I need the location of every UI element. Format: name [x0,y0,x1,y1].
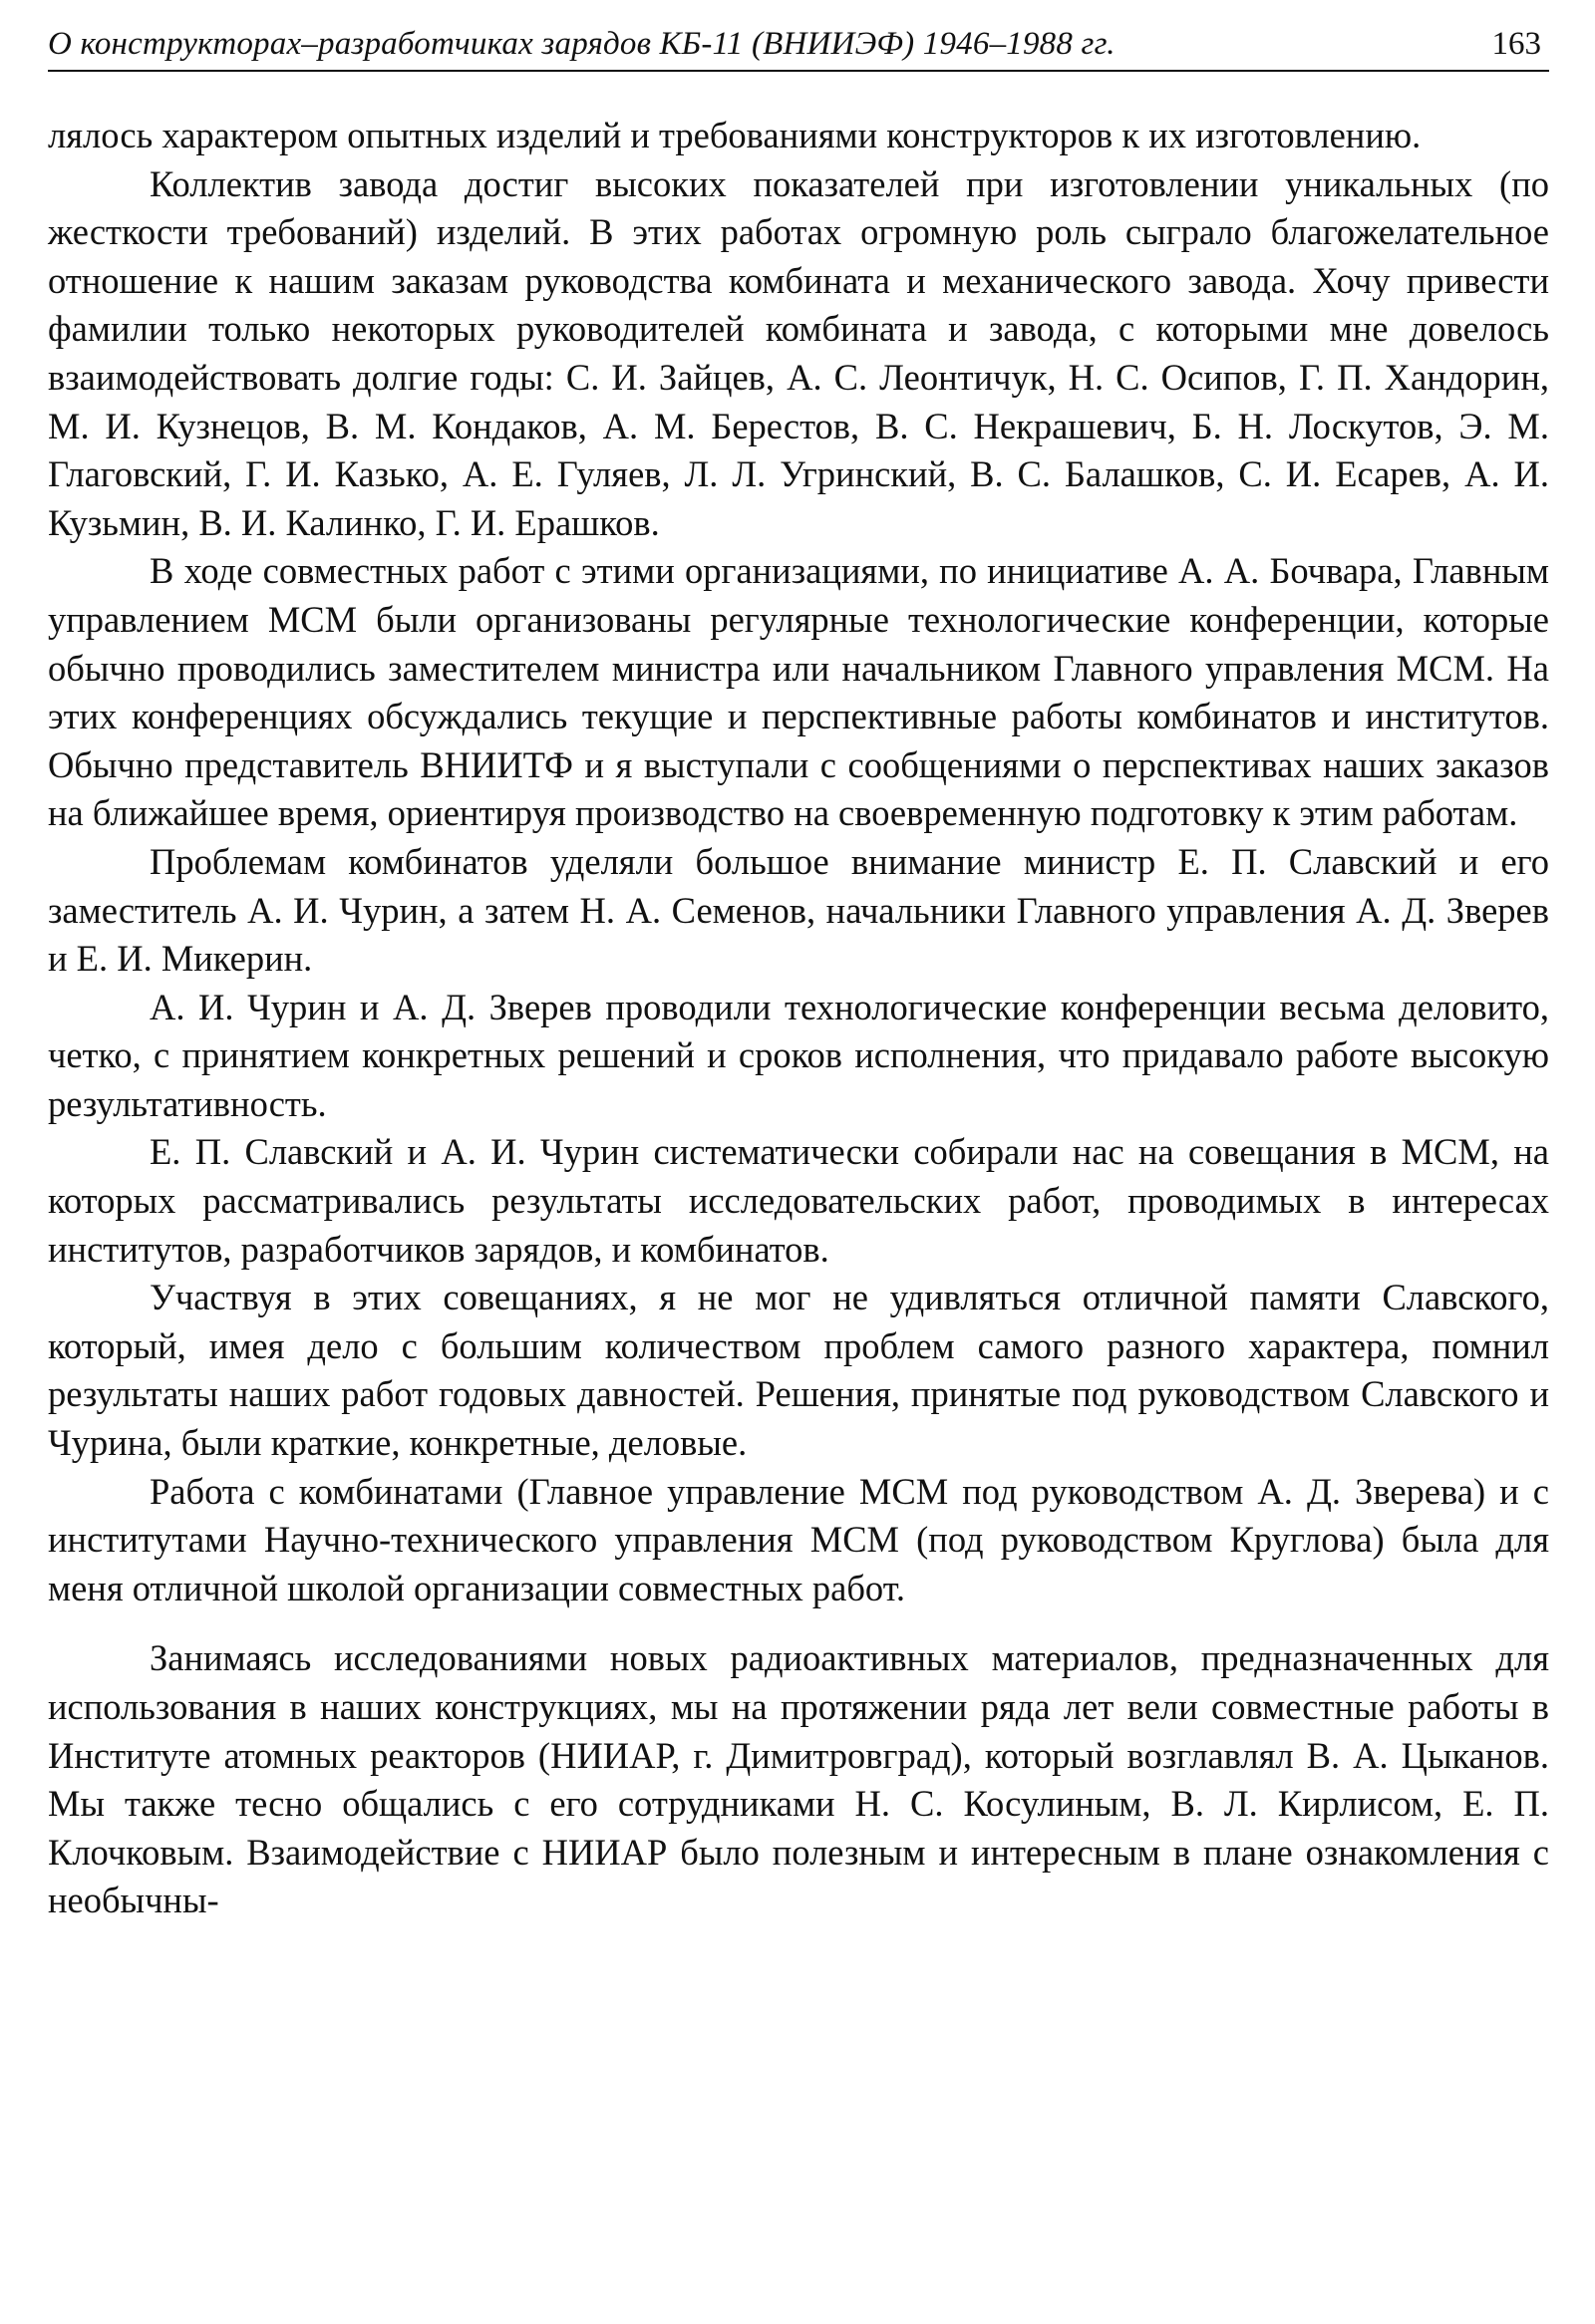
paragraph: Участвуя в этих совещаниях, я не мог не удивляться отличной памяти Славского, который, имея дело с большим количеством проблем самого разного характера, помнил результаты наших работ годовых давностей. Решения, принятые под руководством Славского и Чурина, были краткие, конкретные, деловые. [48,1277,1549,1464]
paragraph-continuation: лялось характером опытных изделий и требованиями конструкторов к их изготовлению. [48,115,1422,155]
paragraph: А. И. Чурин и А. Д. Зверев проводили технологические конференции весьма деловито, четко, с принятием конкретных решений и сроков исполнения, что придавало работе высокую результативность. [48,986,1549,1124]
paragraph: Проблемам комбинатов уделяли большое внимание министр Е. П. Славский и его заместитель А. И. Чурин, а затем Н. А. Семенов, начальники Главного управления А. Д. Зверев и Е. И. Микерин. [48,840,1549,980]
page-number: 163 [1491,26,1541,62]
document-page [48,22,1549,1925]
body-text [48,112,1549,1925]
running-header [48,22,1549,72]
running-title: О конструкторах–разработчиках зарядов КБ-11 (ВНИИЭФ) 1946–1988 гг. [48,26,1116,62]
paragraph: Коллектив завода достиг высоких показателей при изготовлении уникальных (по жесткости требований) изделий. В этих работах огромную роль сыграло благожелательное отношение к нашим заказам руководства комбината и механического завода. Хочу привести фамилии только некоторых руководителей комбината и завода, с которыми мне довелось взаимодействовать долгие годы: С. И. Зайцев, А. С. Леонтичук, Н. С. Осипов, Г. П. Хандорин, М. И. Кузнецов, В. М. Кондаков, А. М. Берестов, В. С. Некрашевич, Б. Н. Лоскутов, Э. М. Глаговский, Г. И. Казько, А. Е. Гуляев, Л. Л. Угринский, В. С. Балашков, С. И. Есарев, А. И. Кузьмин, В. И. Калинко, Г. И. Ерашков. [48,162,1549,543]
paragraph: Работа с комбинатами (Главное управление МСМ под руководством А. Д. Зверева) и с институтами Научно-технического управления МСМ (под руководством Круглова) была для меня отличной школой организации совместных работ. [48,1470,1549,1608]
paragraph: В ходе совместных работ с этими организациями, по инициативе А. А. Бочвара, Главным управлением МСМ были организованы регулярные технологические конференции, которые обычно проводились заместителем министра или начальником Главного управления МСМ. На этих конференциях обсуждались текущие и перспективные работы комбинатов и институтов. Обычно представитель ВНИИТФ и я выступали с сообщениями о перспективах наших заказов на ближайшее время, ориентируя производство на своевременную подготовку к этим работам. [48,550,1549,834]
paragraph: Занимаясь исследованиями новых радиоактивных материалов, предназначенных для использования в наших конструкциях, мы на протяжении ряда лет вели совместные работы в Институте атомных реакторов (НИИАР, г. Димитровград), который возглавлял В. А. Цыканов. Мы также тесно общались с его сотрудниками Н. С. Косулиным, В. Л. Кирлисом, Е. П. Клочковым. Взаимодействие с НИИАР было полезным и интересным в плане ознакомления с необычны- [48,1637,1549,1921]
paragraph: Е. П. Славский и А. И. Чурин систематически собирали нас на совещания в МСМ, на которых рассматривались результаты исследовательских работ, проводимых в интересах институтов, разработчиков зарядов, и комбинатов. [48,1131,1549,1270]
